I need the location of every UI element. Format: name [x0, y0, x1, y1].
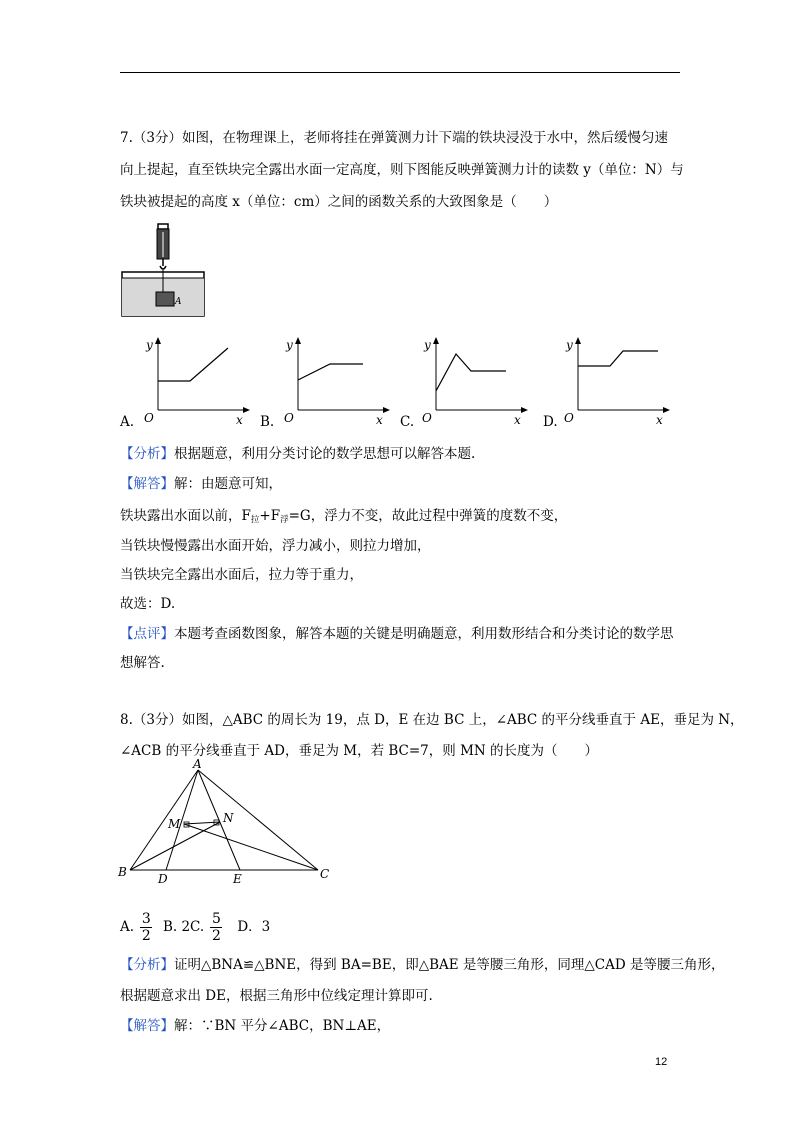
comment-tag: 【点评】	[120, 626, 174, 642]
y-axis-label-b: y	[286, 338, 293, 352]
step1-part-a: 铁块露出水面以前，F	[120, 508, 251, 524]
label-n: N	[223, 811, 234, 825]
q8-stem-line2: ∠ACB 的平分线垂直于 AD，垂足为 M，若 BC=7，则 MN 的长度为（ ）	[120, 743, 598, 759]
subscript-la: 拉	[250, 515, 260, 525]
q7-comment	[120, 624, 674, 644]
q8-options	[120, 910, 270, 944]
x-axis-label-d: x	[656, 413, 663, 427]
step1-part-b: +F	[259, 508, 281, 524]
y-axis-label-a: y	[146, 338, 153, 352]
q8-option-b: B. 2	[162, 919, 191, 935]
spring-scale-figure	[120, 222, 210, 320]
y-axis-label-c: y	[424, 338, 431, 352]
q8-analysis-tag: 【分析】	[120, 957, 174, 973]
header-rule	[120, 72, 680, 73]
fraction-five-halves	[210, 911, 222, 944]
label-c: C	[320, 867, 330, 881]
graph-option-d	[558, 336, 668, 426]
label-d: D	[158, 872, 168, 886]
label-e: E	[233, 872, 242, 886]
fraction-c-denominator: 2	[212, 928, 221, 944]
q7-solution-step2: 当铁块慢慢露出水面开始，浮力减小，则拉力增加，	[120, 538, 431, 554]
y-axis-label-d: y	[566, 338, 573, 352]
label-a: A	[193, 757, 202, 771]
graph-option-c	[416, 336, 526, 426]
fraction-c-numerator: 5	[212, 911, 221, 927]
q8-analysis-line2: 根据题意求出 DE，根据三角形中位线定理计算即可.	[120, 988, 433, 1004]
q8-analysis-line1: 证明△BNA≌△BNE，得到 BA=BE，即△BAE 是等腰三角形，同理△CAD 是等腰三角形，	[174, 957, 725, 973]
q8-solution-tag: 【解答】	[120, 1018, 174, 1034]
comment-line1: 本题考查函数图象，解答本题的关键是明确题意，利用数形结合和分类讨论的数学思	[174, 626, 674, 642]
step1-part-c: =G，浮力不变，故此过程中弹簧的度数不变，	[288, 508, 568, 524]
graph-option-a	[138, 336, 248, 426]
fraction-a-denominator: 2	[141, 928, 151, 944]
fraction-three-halves	[140, 911, 152, 944]
q7-solution-step3: 当铁块完全露出水面后，拉力等于重力，	[120, 567, 363, 583]
x-axis-label-c: x	[514, 413, 521, 427]
origin-label-b: O	[284, 411, 294, 425]
q7-stem-line1: 7.（3分）如图，在物理课上，老师将挂在弹簧测力计下端的铁块浸没于水中，然后缓慢匀速	[120, 130, 668, 146]
q8-option-a: A.	[120, 919, 135, 935]
option-c-label: C.	[400, 414, 415, 430]
x-axis-label-b: x	[376, 413, 383, 427]
solution-tag: 【解答】	[120, 476, 174, 492]
option-b-label: B.	[260, 414, 275, 430]
q8-option-d: D．3	[237, 919, 271, 935]
option-a-label: A.	[120, 414, 135, 430]
q7-comment-line2: 想解答.	[120, 655, 165, 671]
label-m: M	[168, 817, 181, 831]
q8-option-c: C.	[190, 919, 205, 935]
page-number: 12	[655, 1056, 668, 1068]
graph-option-b	[278, 336, 388, 426]
subscript-fu: 浮	[280, 515, 289, 525]
origin-label-c: O	[422, 411, 432, 425]
q7-solution-step1	[120, 506, 567, 530]
q7-solution	[120, 474, 282, 494]
q7-stem-line2: 向上提起，直至铁块完全露出水面一定高度，则下图能反映弹簧测力计的读数 y（单位：N）与	[120, 162, 684, 178]
q7-analysis	[120, 444, 475, 464]
analysis-text: 根据题意，利用分类讨论的数学思想可以解答本题.	[174, 446, 476, 462]
x-axis-label-a: x	[236, 413, 243, 427]
q7-answer: 故选：D.	[120, 596, 176, 612]
label-b: B	[118, 865, 127, 879]
svg-text:A: A	[175, 297, 182, 307]
solution-text: 解：由题意可知，	[174, 476, 282, 492]
q8-analysis	[120, 955, 724, 975]
origin-label-d: O	[564, 411, 574, 425]
analysis-tag: 【分析】	[120, 446, 174, 462]
q8-solution	[120, 1016, 390, 1036]
triangle-figure	[116, 757, 340, 886]
origin-label-a: O	[144, 411, 154, 425]
option-d-label: D.	[543, 414, 558, 430]
fraction-a-numerator: 3	[141, 911, 151, 927]
q7-stem-line3: 铁块被提起的高度 x（单位：cm）之间的函数关系的大致图象是（ ）	[120, 194, 558, 210]
q8-stem-line1: 8.（3分）如图，△ABC 的周长为 19，点 D，E 在边 BC 上，∠ABC 的平分线垂直于 AE，垂足为 N，	[120, 712, 744, 728]
q8-solution-text: 解：∵BN 平分∠ABC，BN⊥AE，	[174, 1018, 391, 1034]
